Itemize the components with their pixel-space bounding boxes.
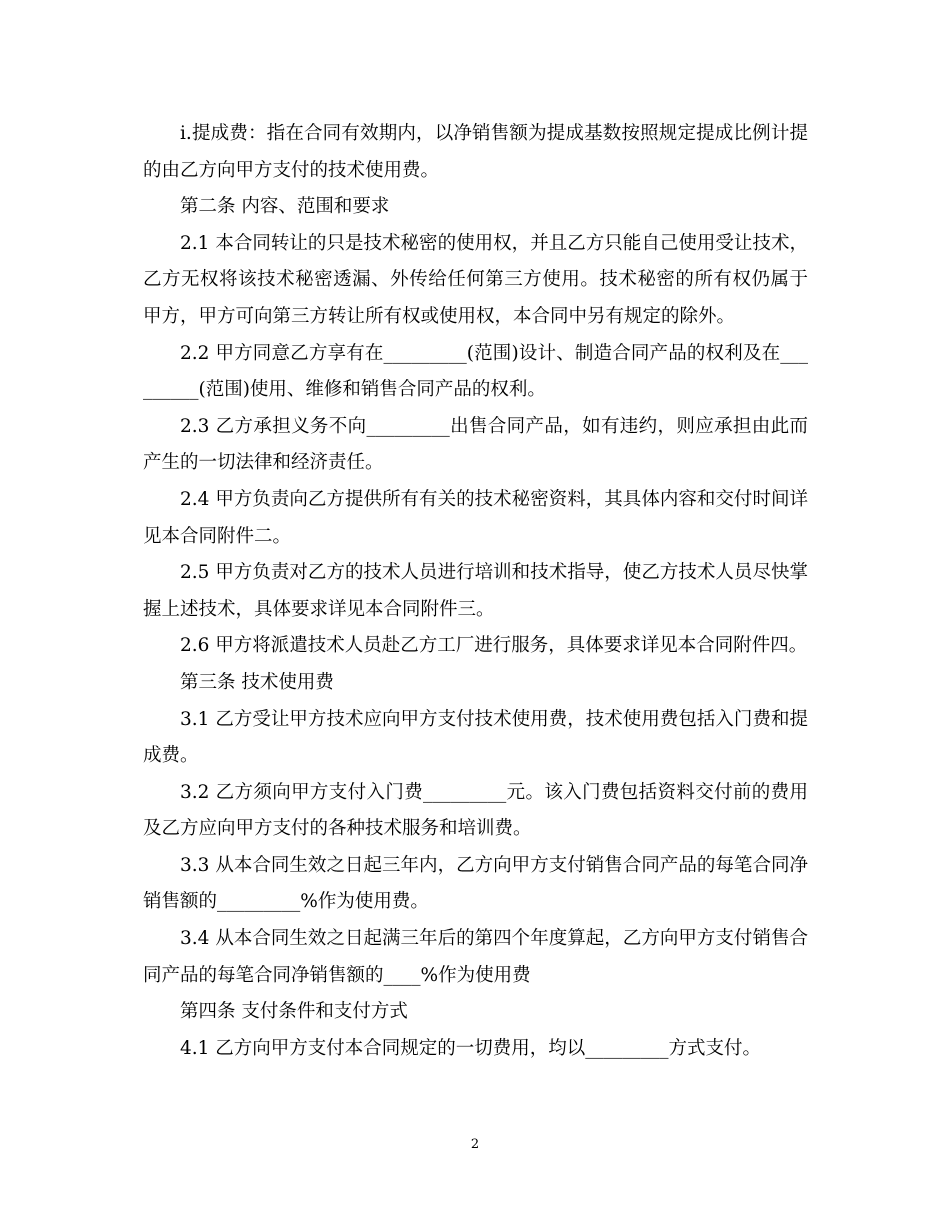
heading-article-4: 第四条 支付条件和支付方式 bbox=[180, 1001, 408, 1023]
heading-article-2: 第二条 内容、范围和要求 bbox=[180, 196, 390, 218]
paragraph-2-5: 2.5 甲方负责对乙方的技术人员进行培训和技术指导，使乙方技术人员尽快掌握上述技术，具体要求详见本合同附件三。 bbox=[143, 562, 808, 620]
paragraph-commission-definition: i.提成费：指在合同有效期内，以净销售额为提成基数按照规定提成比例计提的由乙方向甲方支付的技术使用费。 bbox=[143, 123, 808, 181]
paragraph-2-1: 2.1 本合同转让的只是技术秘密的使用权，并且乙方只能自己使用受让技术，乙方无权将该技术秘密透漏、外传给任何第三方使用。技术秘密的所有权仍属于甲方，甲方可向第三方转让所有权或使用权，本合同中另有规定的除外。 bbox=[143, 232, 808, 327]
paragraph-2-2: 2.2 甲方同意乙方享有在_________(范围)设计、制造合同产品的权利及在_________(范围)使用、维修和销售合同产品的权利。 bbox=[143, 342, 808, 401]
paragraph-3-1: 3.1 乙方受让甲方技术应向甲方支付技术使用费，技术使用费包括入门费和提成费。 bbox=[143, 708, 808, 767]
heading-article-3: 第三条 技术使用费 bbox=[180, 671, 334, 693]
paragraph-2-4: 2.4 甲方负责向乙方提供所有有关的技术秘密资料，其具体内容和交付时间详见本合同附件二。 bbox=[143, 488, 808, 547]
document-body bbox=[143, 116, 808, 1067]
paragraph-3-2: 3.2 乙方须向甲方支付入门费_________元。该入门费包括资料交付前的费用及乙方应向甲方支付的各种技术服务和培训费。 bbox=[143, 781, 808, 840]
paragraph-3-4: 3.4 从本合同生效之日起满三年后的第四个年度算起，乙方向甲方支付销售合同产品的每笔合同净销售额的____%作为使用费 bbox=[143, 928, 808, 986]
paragraph-2-6: 2.6 甲方将派遣技术人员赴乙方工厂进行服务，具体要求详见本合同附件四。 bbox=[180, 635, 808, 657]
paragraph-2-3: 2.3 乙方承担义务不向_________出售合同产品，如有违约，则应承担由此而产生的一切法律和经济责任。 bbox=[143, 415, 808, 474]
paragraph-3-3: 3.3 从本合同生效之日起三年内，乙方向甲方支付销售合同产品的每笔合同净销售额的_________%作为使用费。 bbox=[143, 854, 808, 913]
paragraph-4-1: 4.1 乙方向甲方支付本合同规定的一切费用，均以_________方式支付。 bbox=[180, 1037, 762, 1059]
page-number: 2 bbox=[470, 1137, 480, 1152]
